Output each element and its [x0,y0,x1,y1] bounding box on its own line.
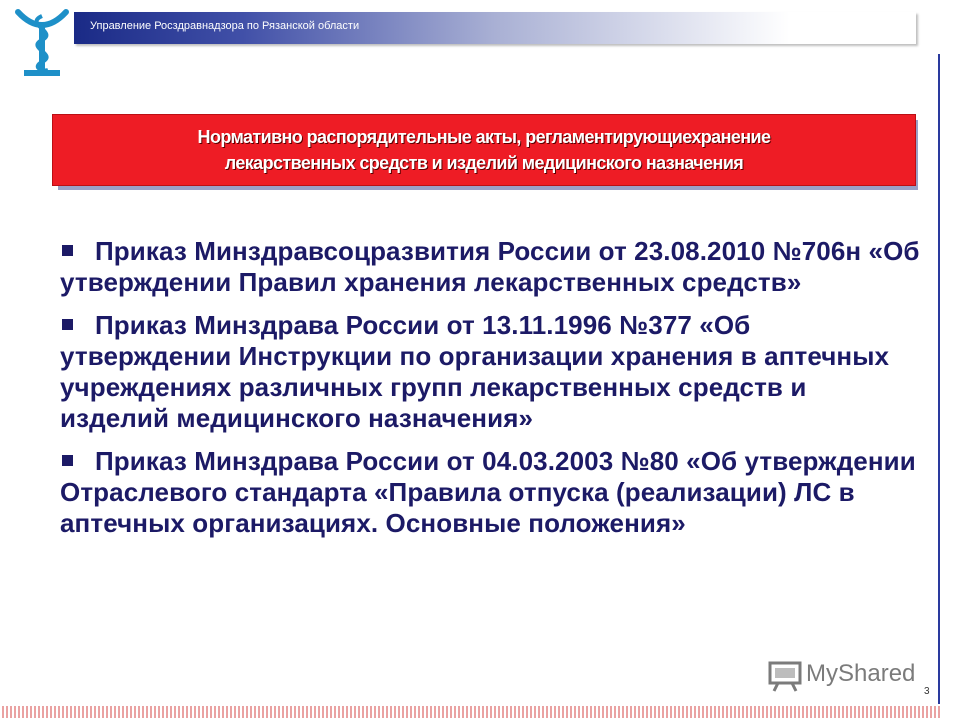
square-bullet-icon [62,455,73,466]
list-item [60,236,920,298]
list-item-text: Приказ Минздравсоцразвития России от 23.08.2010 №706н «Об утверждении Правил хранения лекарственных средств» [60,236,920,297]
regulations-list [60,236,920,551]
hygieia-bowl-logo-icon [12,2,72,78]
square-bullet-icon [62,319,73,330]
title-banner [52,114,916,186]
list-item-text: Приказ Минздрава России от 13.11.1996 №377 «Об утверждении Инструкции по организации хранения в аптечных учреждениях различных групп лекарственных средств и изделий медицинского назначения» [60,310,890,433]
watermark [768,658,928,692]
frame-bottom-strip [0,706,940,718]
list-item [60,310,920,434]
list-item [60,446,920,539]
presentation-board-icon [768,660,802,692]
square-bullet-icon [62,245,73,256]
header-title: Управление Росздравнадзора по Рязанской области [90,20,360,32]
list-item-text: Приказ Минздрава России от 04.03.2003 №80 «Об утверждении Отраслевого стандарта «Правила отпуска (реализации) ЛС в аптечных организациях. Основные положения» [60,446,916,538]
frame-right-line [938,54,940,704]
banner-title: Нормативно распорядительные акты, регламентирующиехранение лекарственных средств и изделий медицинского назначения [197,127,771,173]
page-number: 3 [924,686,930,697]
header-bar [74,12,916,44]
watermark-text: MyShared [806,660,916,687]
